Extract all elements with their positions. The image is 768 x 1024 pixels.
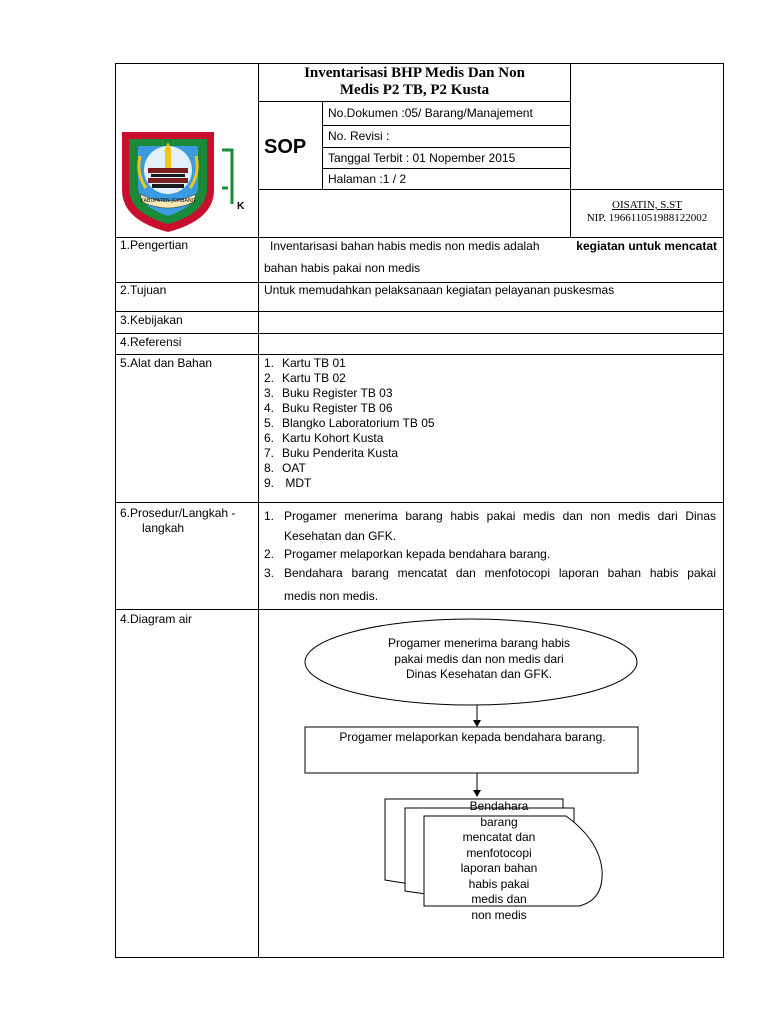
step-2: Progamer melaporkan kepada bendahara barang.	[284, 547, 551, 561]
pengertian-line-1b: kegiatan untuk mencatat	[576, 239, 717, 253]
row-label-diagram: 4.Diagram air	[120, 612, 193, 626]
flow-process-text: Progamer melaporkan kepada bendahara barang.	[339, 730, 606, 744]
list-item: 2. Kartu TB 02	[264, 371, 346, 385]
issue-date: Tanggal Terbit : 01 Nopember 2015	[328, 151, 516, 165]
list-item: 4. Buku Register TB 06	[264, 401, 393, 415]
flow-document-text: Bendahara barang mencatat dan menfotocopi laporan bahan habis pakai medis dan non medis	[460, 799, 538, 922]
signer-name: OISATIN, S.ST	[612, 199, 682, 211]
revision-number: No. Revisi :	[328, 129, 390, 143]
logo-bracket	[220, 148, 236, 210]
row-label-prosedur: 6.Prosedur/Langkah - langkah	[120, 506, 236, 535]
row-label-pengertian: 1.Pengertian	[120, 238, 189, 252]
list-item: 9. MDT	[264, 476, 312, 490]
step-3-line-1: Bendahara barang mencatat dan menfotocopi laporan bahan habis pakai	[284, 566, 716, 580]
flowchart	[259, 610, 723, 957]
row-label-tujuan: 2.Tujuan	[120, 283, 167, 297]
tujuan-text: Untuk memudahkan pelaksanaan kegiatan pelayanan puskesmas	[264, 283, 615, 297]
title-line-1: Inventarisasi BHP Medis Dan Non	[304, 65, 525, 81]
doc-number: No.Dokumen :05/ Barang/Manajement	[328, 106, 533, 120]
row-label-referensi: 4.Referensi	[120, 335, 182, 349]
k-mark: K	[237, 201, 245, 212]
step-3-line-2: medis non medis.	[284, 589, 379, 603]
document-title	[259, 65, 570, 99]
alat-bahan-list	[264, 356, 435, 491]
step-1-line-2: Kesehatan dan GFK.	[284, 529, 397, 543]
prosedur-steps: 1. Progamer menerima barang habis pakai medis dan non medis dari Dinas Kesehatan dan GFK. 2. Progamer melaporkan kepada bendahara barang. 3. Bendahara barang mencatat dan menfotocopi laporan bahan habis pakai medis non medis.	[264, 505, 716, 608]
signature-block	[572, 199, 722, 225]
list-item: 7. Buku Penderita Kusta	[264, 446, 399, 460]
list-item: 8. OAT	[264, 461, 306, 475]
title-line-2: Medis P2 TB, P2 Kusta	[339, 82, 490, 98]
list-item: 3. Buku Register TB 03	[264, 386, 393, 400]
list-item: 6. Kartu Kohort Kusta	[264, 431, 384, 445]
step-1-line-1: Progamer menerima barang habis pakai medis dan non medis dari Dinas	[284, 508, 716, 523]
pengertian-text	[264, 237, 717, 281]
pengertian-line-2: bahan habis pakai non medis	[264, 261, 421, 275]
signer-nip: NIP. 196611051988122002	[586, 212, 708, 224]
list-item: 5. Blangko Laboratorium TB 05	[264, 416, 435, 430]
regency-logo	[118, 128, 218, 238]
page-number: Halaman :1 / 2	[328, 172, 407, 186]
logo-banner: KABUPATEN JOMBANG	[140, 198, 196, 204]
sop-label: SOP	[264, 136, 307, 158]
row-label-alat-bahan: 5.Alat dan Bahan	[120, 356, 213, 370]
list-item: 1. Kartu TB 01	[264, 356, 346, 370]
pengertian-line-1a: Inventarisasi bahan habis medis non medis adalah	[270, 239, 540, 253]
flow-start-text: Progamer menerima barang habis pakai medis dan non medis dari Dinas Kesehatan dan GFK.	[387, 636, 571, 681]
row-label-kebijakan: 3.Kebijakan	[120, 313, 183, 327]
